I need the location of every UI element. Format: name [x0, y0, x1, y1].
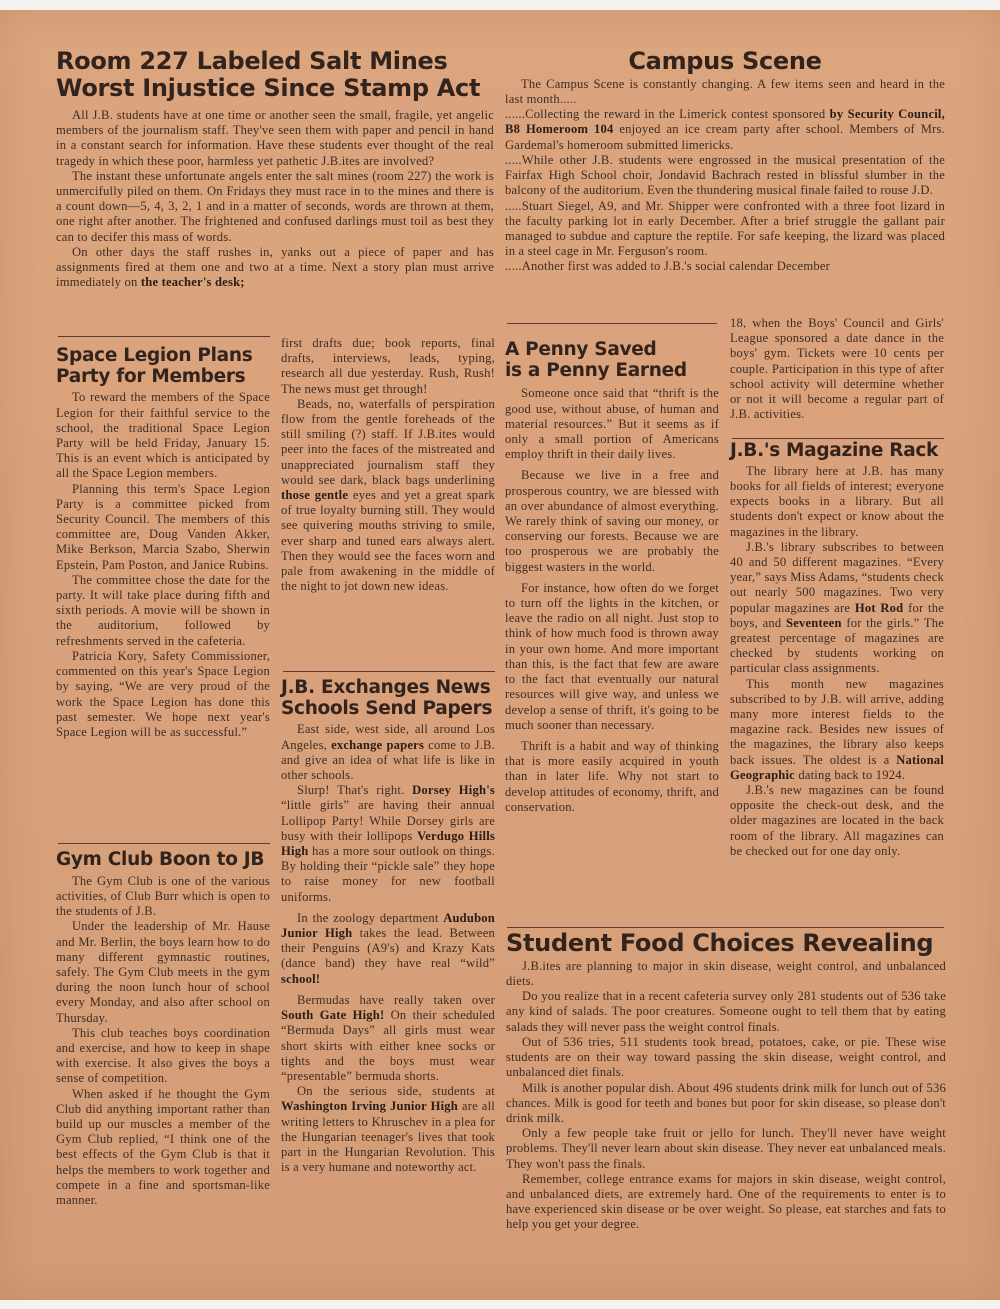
article-salt-mines-header [56, 48, 496, 102]
paragraph: All J.B. students have at one time or another seen the small, fragile, yet angelic members of the journalism staff. They've seen them with paper and pencil in hand in a constant search for information. Have these students ever thought of the real tragedy in which these poor, harmless yet pathetic J.B.ites are involved? [56, 108, 494, 168]
article-campus-scene [505, 48, 945, 275]
article-penny-saved [505, 340, 719, 815]
paragraph: East side, west side, all around Los Angeles, exchange papers come to J.B. and give an idea of what life is like in other schools. [281, 722, 495, 783]
article-space-legion [56, 346, 270, 740]
paragraph: 18, when the Boys' Council and Girls' League sponsored a date dance in the boys' gym. Tickets were 10 cents per couple. Participation in this type of after school activity will determine whether or not it will become a regular part of J.B. activities. [730, 316, 944, 422]
article-magazine-rack [730, 441, 944, 859]
paragraph: For instance, how often do we forget to turn off the lights in the kitchen, or leave the radio on all night. Just stop to think of how much food is thrown away in your own home. And more important than this, is the fact that few are aware to the fact that eventually our natural resources will give way, and unless we develop a sense of thrift, it's going to be much sooner than necessary. [505, 580, 719, 732]
headline: J.B.'s Magazine Rack [730, 440, 939, 461]
article-salt-mines-body-col2 [281, 336, 495, 594]
headline-line-2: Worst Injustice Since Stamp Act [56, 73, 481, 102]
paragraph: Only a few people take fruit or jello for lunch. They'll never have weight problems. They'll never learn about skin disease. They never eat unbalanced meals. They won't pass the finals. [506, 1126, 946, 1171]
paragraph: To reward the members of the Space Legion for their faithful service to the school, the traditional Space Legion Party will be held Friday, January 15. This is an event which is anticipated by all the Space Legion members. [56, 390, 270, 481]
paragraph: Under the leadership of Mr. Hause and Mr. Berlin, the boys learn how to do many different gymnastic routines, safely. The Gym Club meets in the gym during the noon lunch hour of school every Monday, and also after school on Thursday. [56, 919, 270, 1025]
article-salt-mines-body-wide [56, 108, 494, 290]
paragraph: Slurp! That's right. Dorsey High's “little girls” are having their annual Lollipop Party! While Dorsey girls are busy with their lollipops Verdugo Hills High has a more sour outlook on things. By holding their “pickle sale” they hope to raise money for new football uniforms. [281, 783, 496, 904]
paragraph: Remember, college entrance exams for majors in skin disease, weight control, and unbalanced diets, are extremely hard. One of the requirements to enter is to have experienced skin disease or be over weight. So please, eat starches and fats to help you get your degree. [506, 1171, 946, 1232]
paragraph: Do you realize that in a recent cafeteria survey only 281 students out of 536 take any kind of salads. The poor creatures. Someone ought to tell them that by eating salads they will never pass the weight control finals. [506, 989, 946, 1034]
paragraph: Someone once said that “thrift is the good use, without abuse, of human and material resources.” But it seems as if only a small portion of Americans employ thrift in their daily lives. [505, 386, 719, 462]
paragraph: Beads, no, waterfalls of perspiration flow from the gentle foreheads of the still smiling (?) staff. If J.B.ites would peer into the faces of the mistreated and unappreciated journalism staff they would see dark, black bags underlining those gentle eyes and yet a great spark of true loyalty burning still. They would see quivering mouths striving to smile, ever sharp and tuned ears always alert. Then they would see the faces worn and pale from awakening in the middle of the night to jot down new ideas. [281, 396, 495, 594]
paragraph: Bermudas have really taken over South Gate High! On their scheduled “Bermuda Days” all girls must wear short skirts with either knee socks or tights and the boys must wear “presentable” bermuda shorts. [281, 992, 495, 1083]
headline-line-1: Room 227 Labeled Salt Mines [56, 47, 448, 75]
headline [56, 48, 496, 102]
divider [58, 843, 270, 844]
paragraph: Out of 536 tries, 511 students took bread, potatoes, cake, or pie. These wise students are on their way toward passing the skin disease, weight control, and unbalanced diet finals. [506, 1034, 946, 1080]
paragraph: J.B.'s library subscribes to between 40 and 50 different magazines. “Every year,” says Miss Adams, “students check out nearly 500 magazines. Two very popular magazines are Hot Rod for the boys, and Seventeen for the girls.” The greatest percentage of magazines are checked by students working on particular class assignments. [730, 539, 945, 676]
divider [507, 323, 717, 324]
paragraph: Thrift is a habit and way of thinking that is more easily acquired in youth than in later life. Why not start to develop attitudes of economy, thrift, and conservation. [505, 738, 719, 814]
article-gym-club [56, 850, 270, 1208]
paragraph: J.B.'s new magazines can be found opposite the check-out desk, and the older magazines are located in the back room of the library. All magazines can be checked out for one day only. [730, 782, 944, 858]
paragraph: .....Stuart Siegel, A9, and Mr. Shipper were confronted with a three foot lizard in the faculty parking lot in early December. After a brief struggle the gallant pair managed to subdue and capture the reptile. For safe keeping, the lizard was placed in a steel cage in Mr. Ferguson's room. [505, 198, 945, 259]
paragraph: ......Collecting the reward in the Limerick contest sponsored by Security Council, B8 Homeroom 104 enjoyed an ice cream party after school. Members of Mrs. Gardemal's homeroom submitted limericks. [505, 107, 945, 152]
paragraph: .....Another first was added to J.B.'s social calendar December [505, 259, 831, 274]
headline: Gym Club Boon to JB [56, 849, 265, 870]
headline: J.B. Exchanges News Schools Send Papers [281, 677, 493, 719]
paragraph: In the zoology department Audubon Junior High takes the lead. Between their Penguins (A9's) and Krazy Kats (dance band) they have real “wild” school! [281, 910, 495, 986]
divider [58, 336, 270, 337]
paragraph: J.B.ites are planning to major in skin disease, weight control, and unbalanced diets. [506, 958, 946, 989]
article-food-choices [506, 930, 946, 1233]
paragraph: The Campus Scene is constantly changing. A few items seen and heard in the last month..... [505, 76, 945, 107]
paragraph: The Gym Club is one of the various activities, of Club Burr which is open to the students of J.B. [56, 873, 270, 919]
headline: Space Legion Plans Party for Members [56, 345, 253, 387]
article-campus-scene-cont [730, 316, 944, 422]
divider [732, 438, 944, 439]
paragraph: .....While other J.B. students were engrossed in the musical presentation of the Fairfax High School choir, Jondavid Bachrach rested in blissful slumber in the balcony of the auditorium. Even the thundering musical finale failed to rouse J.D. [505, 152, 945, 198]
headline: Student Food Choices Revealing [506, 929, 934, 957]
headline: A Penny Saved is a Penny Earned [505, 339, 687, 381]
paragraph: Planning this term's Space Legion Party is a committee picked from Security Council. The members of this committee are, Doug Vanden Akker, Mike Berkson, Marcia Szabo, Sherwin Epstein, Pam Poston, and Janice Rubins. [56, 481, 270, 572]
paragraph: The committee chose the date for the party. It will take place during fifth and sixth periods. A movie will be shown in the auditorium, followed by refreshments served in the cafeteria. [56, 572, 270, 648]
paragraph: first drafts due; book reports, final drafts, interviews, leads, typing, research all due yesterday. Rush, Rush! The news must get through! [281, 336, 495, 396]
paragraph: On other days the staff rushes in, yanks out a piece of paper and has assignments fired at them one and two at a time. Next a story plan must arrive immediately on the teacher's desk; [56, 244, 494, 290]
article-exchanges [281, 678, 495, 1175]
headline: Campus Scene [628, 47, 822, 75]
paragraph: Patricia Kory, Safety Commissioner, commented on this year's Space Legion by saying, “We are very proud of the work the Space Legion has done this past semester. We hope next year's Space Legion will be as successful.” [56, 648, 270, 739]
paragraph: This club teaches boys coordination and exercise, and how to keep in shape with exercise. It also gives the boys a sense of competition. [56, 1025, 270, 1086]
paragraph: The instant these unfortunate angels enter the salt mines (room 227) the work is unmercifully piled on them. On Fridays they must race in to the mines and there is a count down—5, 4, 3, 2, 1 and in a matter of seconds, words are thrown at them, one right after another. The frightened and confused darlings must toil as best they can to decifer this mass of words. [56, 168, 494, 244]
paragraph: Milk is another popular dish. About 496 students drink milk for lunch out of 536 chances. Milk is good for teeth and bones but poor for skin disease, so please don't drink milk. [506, 1080, 946, 1125]
paragraph: Because we live in a free and prosperous country, we are blessed with an over abundance of almost everything. We rarely think of saving our money, or conserving our forests. Because we are too prosperous we are probably the biggest wasters in the world. [505, 468, 719, 574]
divider [507, 927, 944, 928]
paragraph: The library here at J.B. has many books for all fields of interest; everyone expects books in a library. But all students don't expect or know about the magazines in the library. [730, 463, 944, 539]
paragraph: When asked if he thought the Gym Club did anything important rather than build up our muscles a member of the Gym Club replied, “I think one of the best effects of the Gym Club is that it helps the members to work together and compete in a fine and sportsman-like manner. [56, 1086, 270, 1207]
divider [283, 671, 495, 672]
paragraph: On the serious side, students at Washington Irving Junior High are all writing letters to Khruschev in a plea for the Hungarian teenager's lives that took part in the Hungarian Revolution. This is a very humane and noteworthy act. [281, 1084, 495, 1175]
paragraph: This month new magazines subscribed to by J.B. will arrive, adding many more interest fields to the magazine rack. Besides new issues of the magazines, the library also keeps back issues. The oldest is a National Geographic dating back to 1924. [730, 676, 944, 782]
